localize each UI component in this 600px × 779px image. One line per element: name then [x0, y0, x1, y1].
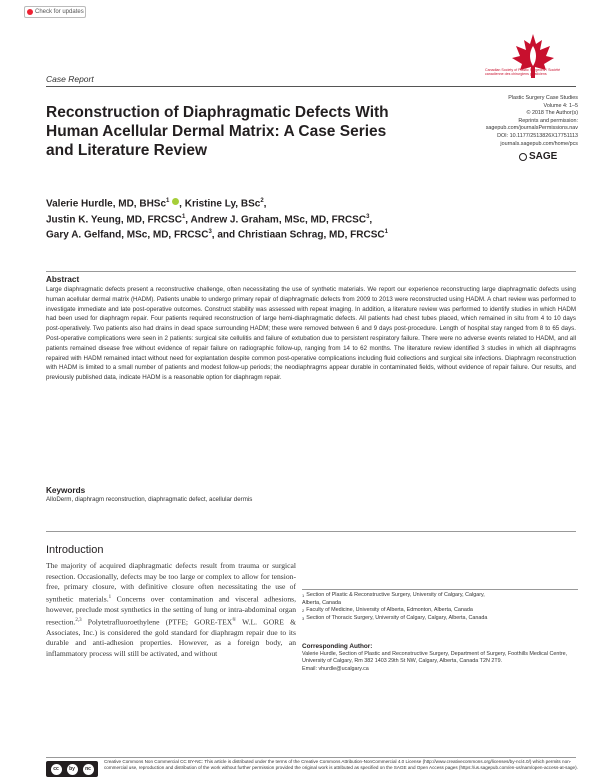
article-title: Reconstruction of Diaphragmatic Defects With Human Acellular Dermal Matrix: A Case Series and Literature Review	[46, 104, 389, 159]
society-name: Canadian Society of Plastic Surgeons / Société canadienne des chirurgiens plasticiens	[485, 68, 561, 77]
check-updates-label: Check for updates	[35, 9, 84, 15]
cc-license-badge[interactable]	[46, 761, 98, 777]
journal-home-link[interactable]: journals.sagepub.com/home/pcs	[500, 140, 578, 147]
affiliations-rule	[302, 589, 578, 590]
abstract-rule	[46, 271, 576, 272]
journal-volume: Volume 4: 1–5	[543, 102, 578, 109]
update-icon	[27, 9, 33, 15]
journal-name: Plastic Surgery Case Studies	[508, 95, 578, 101]
keywords-heading: Keywords	[46, 486, 86, 495]
introduction-text: The majority of acquired diaphragmatic defects result from trauma or surgical resection. Occasionally, defects may be too large or complex to allow for tension-free, primary closure, with definitive closure often necessitating the use of synthetic materials.$^1$ Concerns over contamination and visceral adhesions, however, preclude most synthetics in the setting of lung or intra-abdominal organ resection.$^{2,3}$ Polytetrafluoroethylene (PTFE; GORE-TEX® W.L. GORE & Associates, Inc.) is considered the gold standard for diaphragm repair due to its durable and anti-adhesion properties. However, as a foreign body, an inflammatory process will still be activated, and without	[46, 561, 297, 658]
affiliation-item: 3 Section of Thoracic Surgery, University of Calgary, Calgary, Alberta, Canada	[302, 614, 488, 621]
license-text: Creative Commons Non Commercial CC BY-NC: This article is distributed under the terms of the Creative Commons Attribution-NonCommercial 4.0 License (http://www.creativecommons.org/licenses/by-nc/4.0/) which permits non-commercial use, reproduction and distribution of the work without further permission provided the original work is attributed as specified on the SAGE and Open Access pages (https://us.sagepub.com/en-us/nam/open-access-at-sage).	[104, 759, 578, 771]
corresponding-author	[302, 643, 578, 673]
article-type: Case Report	[46, 74, 94, 84]
permissions-link[interactable]: sagepub.com/journalsPermissions.nav	[485, 125, 578, 132]
copyright: © 2018 The Author(s)	[526, 110, 578, 117]
header-rule	[46, 86, 576, 87]
abstract-text: Large diaphragmatic defects present a reconstructive challenge, often necessitating the use of synthetic materials. We report our experience reconstructing large diaphragmatic defects using human acellular dermal matrix (HADM). Patients unable to undergo primary repair of diaphragmatic defects from 2009 to 2013 were reconstructed using HADM. A chart review was performed to investigate immediate and late post-operative outcomes. Construct stability was assessed with repeat imaging. In addition, a literature review was performed to identify studies in which HADM had been used for diaphragm repair. Four patients required reconstruction of large hemi-diaphragmatic defects. All patients had chest tubes placed, which remained in situ from 4 to 10 days post-operatively. Two patients also had drains in dead space surrounding HADM; these were removed between 6 and 9 days post-procedure. Length of hospital stay ranged from 8 to 65 days. Post-operative complications were seen in 2 patients: surgical site cellulitis and failure of extubation due to persistent respiratory failure. There were no adverse events related to HADM, and all patients remained disease free without evidence of repair failure on radiographic follow-up, ranging from 14 to 62 months. The literature review identified 3 studies in which all diaphragms repaired with HADM remained intact without need for explantation despite common post-operative complications including fluid collections and surgical site infections. Diaphragm reconstruction with HADM is limited to a small number of patients and modest follow-up periods; the neodiaphragms appear durable in contaminated fields, without evidence of repair failure. Our results, and previously published data, indicate HADM is a reasonable option for diaphragm repair.	[46, 286, 576, 382]
corresponding-author-heading: Corresponding Author:	[302, 643, 373, 650]
nc-icon: nc	[83, 764, 94, 775]
journal-meta	[440, 95, 578, 148]
author-list	[46, 195, 566, 242]
publisher-name: SAGE	[529, 151, 558, 162]
author-line-1: Valerie Hurdle, MD, BHSc$^1$ , Kristine Ly, BSc$^2$,	[46, 198, 267, 210]
cc-icon: cc	[51, 764, 62, 775]
check-for-updates-badge[interactable]	[24, 6, 86, 18]
footer-rule	[46, 757, 576, 758]
sage-icon	[519, 153, 527, 161]
by-icon: by	[67, 764, 78, 775]
keywords-text: AlloDerm, diaphragm reconstruction, diaphragmatic defect, acellular dermis	[46, 496, 253, 503]
maple-leaf-logo	[498, 22, 568, 92]
affiliation-item: 2 Faculty of Medicine, University of Alberta, Edmonton, Alberta, Canada	[302, 607, 473, 614]
keywords-rule	[46, 531, 576, 532]
author-line-3: Gary A. Gelfand, MSc, MD, FRCSC$^3$, and Christiaan Schrag, MD, FRCSC$^1$	[46, 229, 388, 241]
introduction-heading: Introduction	[46, 544, 104, 556]
affiliation-item: 1 Section of Plastic & Reconstructive Surgery, University of Calgary, Calgary, Alberta, Canada	[302, 592, 485, 606]
author-line-2: Justin K. Yeung, MD, FRCSC$^1$, Andrew J. Graham, MSc, MD, FRCSC$^3$,	[46, 213, 373, 226]
corresponding-author-email[interactable]: Email: vhurdle@ucalgary.ca	[302, 665, 369, 672]
corresponding-author-address: Valerie Hurdle, Section of Plastic and Reconstructive Surgery, Department of Surgery, Foothills Medical Centre, University of Calgary, Rm 382 1403 29th St NW, Calgary, Alberta, Canada T2N 2T9.	[302, 650, 568, 665]
affiliations	[302, 592, 578, 622]
doi[interactable]: DOI: 10.1177/2513826X17751113	[497, 132, 578, 139]
reprints-label: Reprints and permission:	[518, 117, 578, 124]
abstract-heading: Abstract	[46, 275, 80, 284]
publisher-logo	[519, 151, 557, 162]
